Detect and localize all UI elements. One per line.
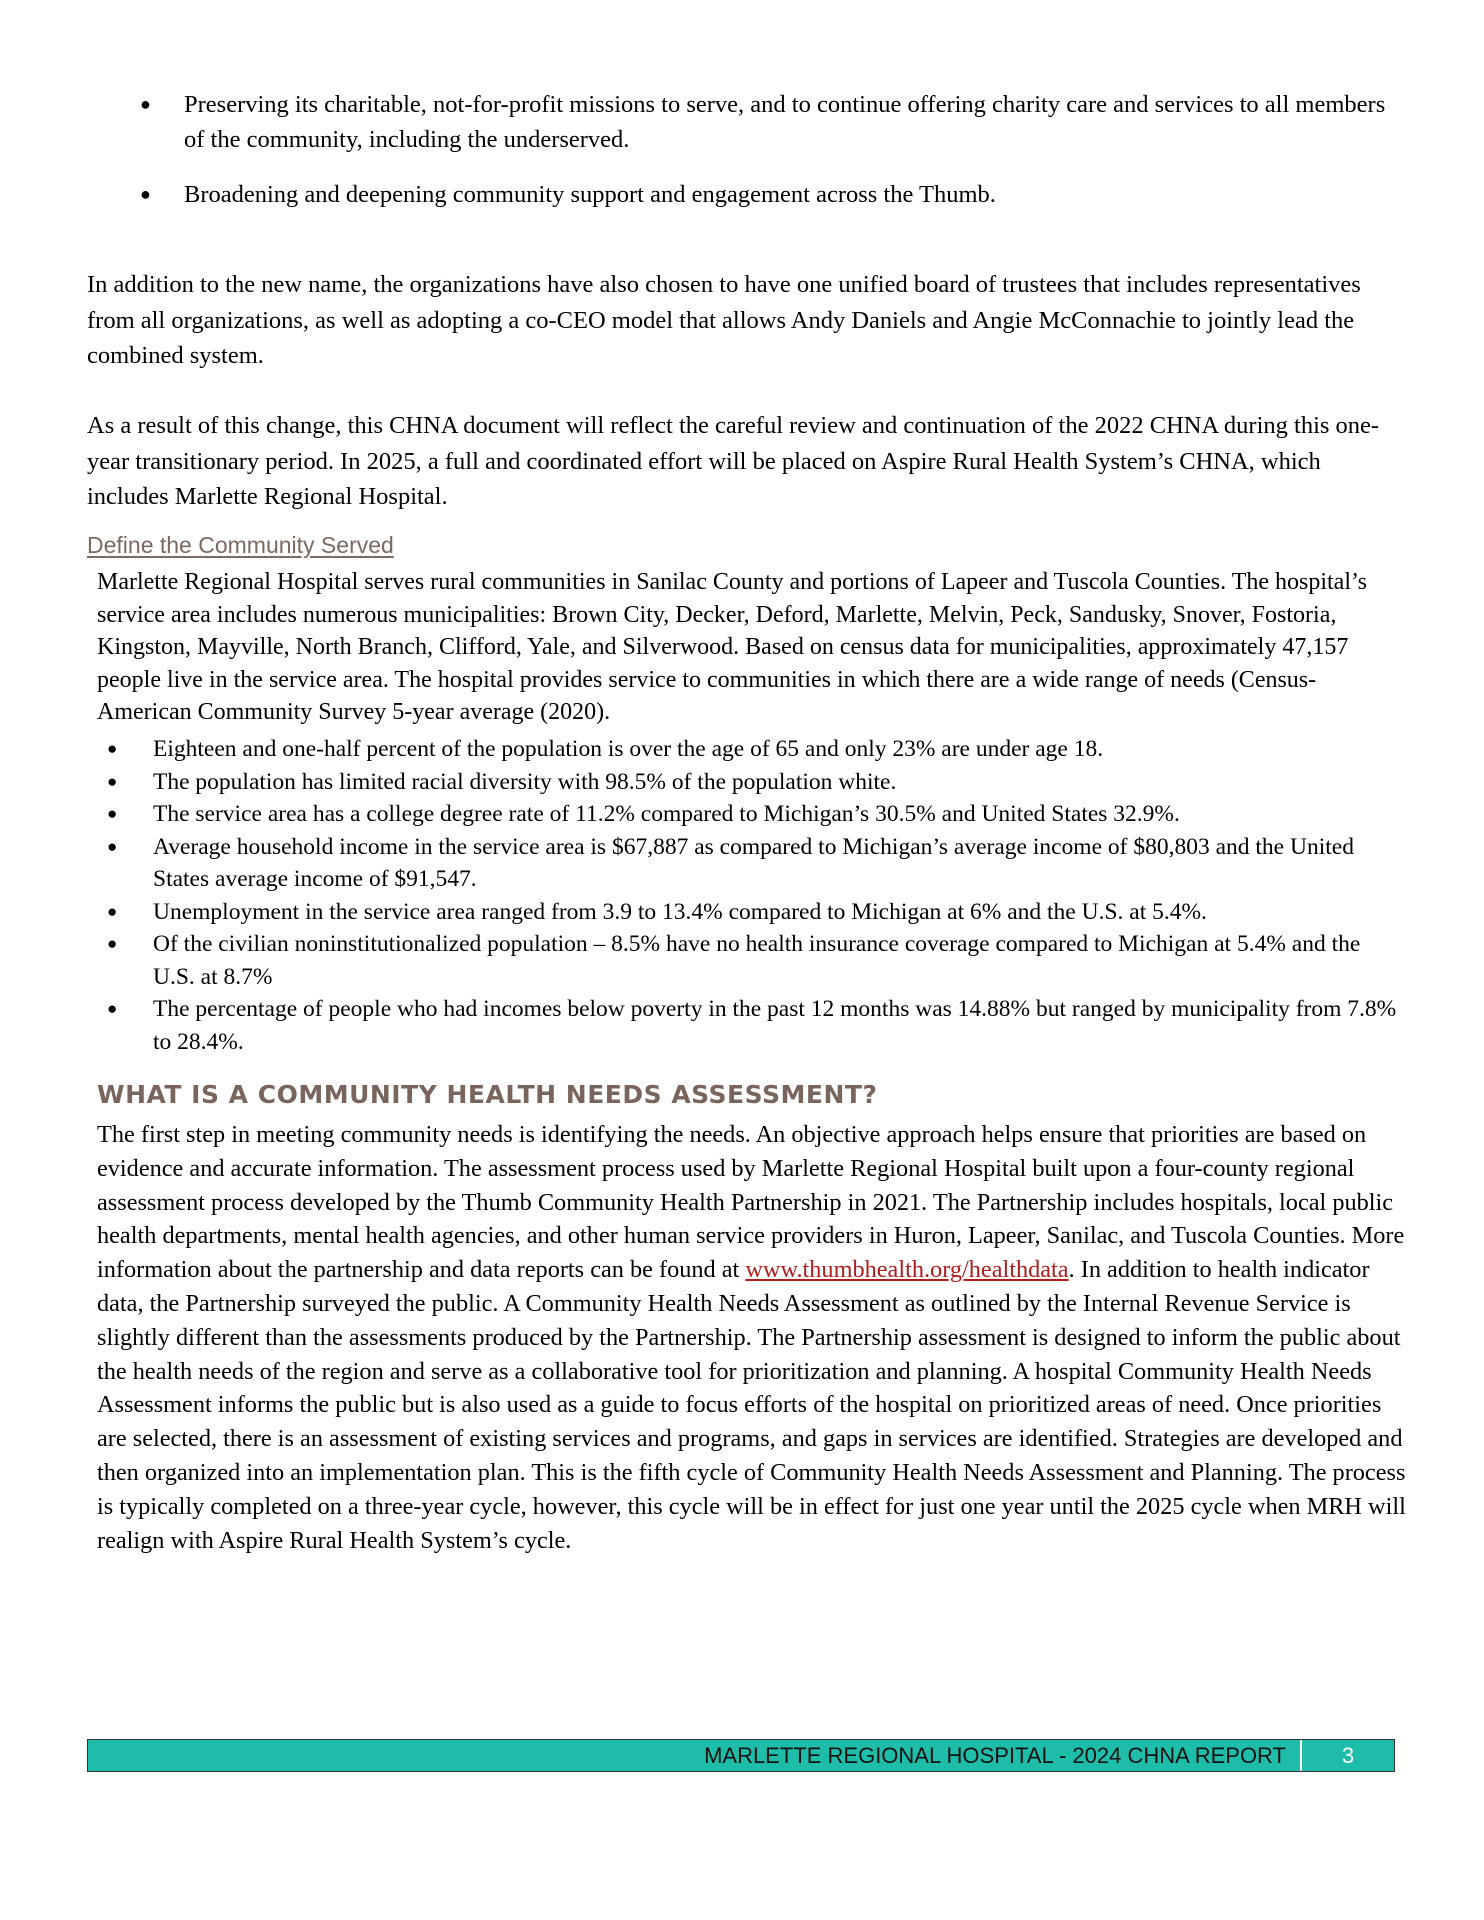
list-item: ● Average household income in the service area is $67,887 as compared to Michigan’s average income of $80,803 and the United States average income of $91,547. bbox=[107, 831, 1407, 896]
chna-text-2: . In addition to health indicator data, the Partnership surveyed the public. A Community Health Needs Assessment as outlined by the Internal Revenue Service is slightly different than the assessments produced by the Partnership. The Partnership assessment is designed to inform the public about the health needs of the region and serve as a collaborative tool for prioritization and planning. A hospital Community Health Needs Assessment informs the public but is also used as a guide to focus efforts of the hospital on prioritized areas of need. Once priorities are selected, there is an assessment of existing services and programs, and gaps in services are identified. Strategies are developed and then organized into an implementation plan. This is the fifth cycle of Community Health Needs Assessment and Planning. The process is typically completed on a three-year cycle, however, this cycle will be in effect for just one year until the 2025 cycle when MRH will realign with Aspire Rural Health System’s cycle. bbox=[97, 1256, 1406, 1554]
community-intro: Marlette Regional Hospital serves rural communities in Sanilac County and portions of Lapeer and Tuscola Counties. The hospital’s service area includes numerous municipalities: Brown City, Decker, Deford, Marlette, Melvin, Peck, Sandusky, Snover, Fostoria, Kingston, Mayville, North Branch, Clifford, Yale, and Silverwood. Based on census data for municipalities, approximately 47,157 people live in the service area. The hospital provides service to communities in which there are a wide range of needs (Census-American Community Survey 5-year average (2020). bbox=[97, 569, 1368, 725]
paragraph-transition: As a result of this change, this CHNA document will reflect the careful review and continuation of the 2022 CHNA during this one-year transitionary period. In 2025, a full and coordinated effort will be placed on Aspire Rural Health System’s CHNA, which includes Marlette Regional Hospital. bbox=[87, 412, 1380, 510]
paragraph-board: In addition to the new name, the organizations have also chosen to have one unified board of trustees that includes representatives from all organizations, as well as adopting a co-CEO model that allows Andy Daniels and Angie McConnachie to jointly lead the combined system. bbox=[87, 271, 1361, 369]
chna-paragraph bbox=[97, 1118, 1407, 1557]
list-item: ● Broadening and deepening community support and engagement across the Thumb. bbox=[140, 177, 1400, 212]
community-bullet-list bbox=[107, 733, 1407, 1058]
healthdata-link[interactable]: www.thumbhealth.org/healthdata bbox=[745, 1256, 1069, 1284]
list-item: ● Unemployment in the service area ranged from 3.9 to 13.4% compared to Michigan at 6% and the U.S. at 5.4%. bbox=[107, 896, 1407, 929]
list-item: ● Eighteen and one-half percent of the population is over the age of 65 and only 23% are under age 18. bbox=[107, 733, 1407, 766]
list-item: ● The percentage of people who had incomes below poverty in the past 12 months was 14.88% but ranged by municipality from 7.8% to 28.4%. bbox=[107, 993, 1407, 1058]
page-number: 3 bbox=[1341, 1743, 1355, 1768]
footer-title: MARLETTE REGIONAL HOSPITAL - 2024 CHNA REPORT bbox=[88, 1740, 1302, 1771]
list-item: ● Preserving its charitable, not-for-profit missions to serve, and to continue offering charity care and services to all members of the community, including the underserved. bbox=[140, 87, 1400, 157]
section-heading-chna: WHAT IS A COMMUNITY HEALTH NEEDS ASSESSMENT? bbox=[97, 1080, 878, 1109]
list-item: ● The service area has a college degree rate of 11.2% compared to Michigan’s 30.5% and United States 32.9%. bbox=[107, 798, 1407, 831]
section-heading-community: Define the Community Served bbox=[87, 532, 394, 558]
chna-text-1: The first step in meeting community needs is identifying the needs. An objective approach helps ensure that priorities are based on evidence and accurate information. The assessment process used by Marlette Regional Hospital built upon a four-county regional assessment process developed by the Thumb Community Health Partnership in 2021. The Partnership includes hospitals, local public health departments, mental health agencies, and other human service providers in Huron, Lapeer, Sanilac, and Tuscola Counties. More information about the partnership and data reports can be found at bbox=[97, 1121, 1405, 1284]
page-footer bbox=[87, 1739, 1395, 1772]
top-bullet-list bbox=[140, 87, 1400, 232]
list-item: ● The population has limited racial diversity with 98.5% of the population white. bbox=[107, 766, 1407, 799]
list-item: ● Of the civilian noninstitutionalized population – 8.5% have no health insurance coverage compared to Michigan at 5.4% and the U.S. at 8.7% bbox=[107, 928, 1407, 993]
